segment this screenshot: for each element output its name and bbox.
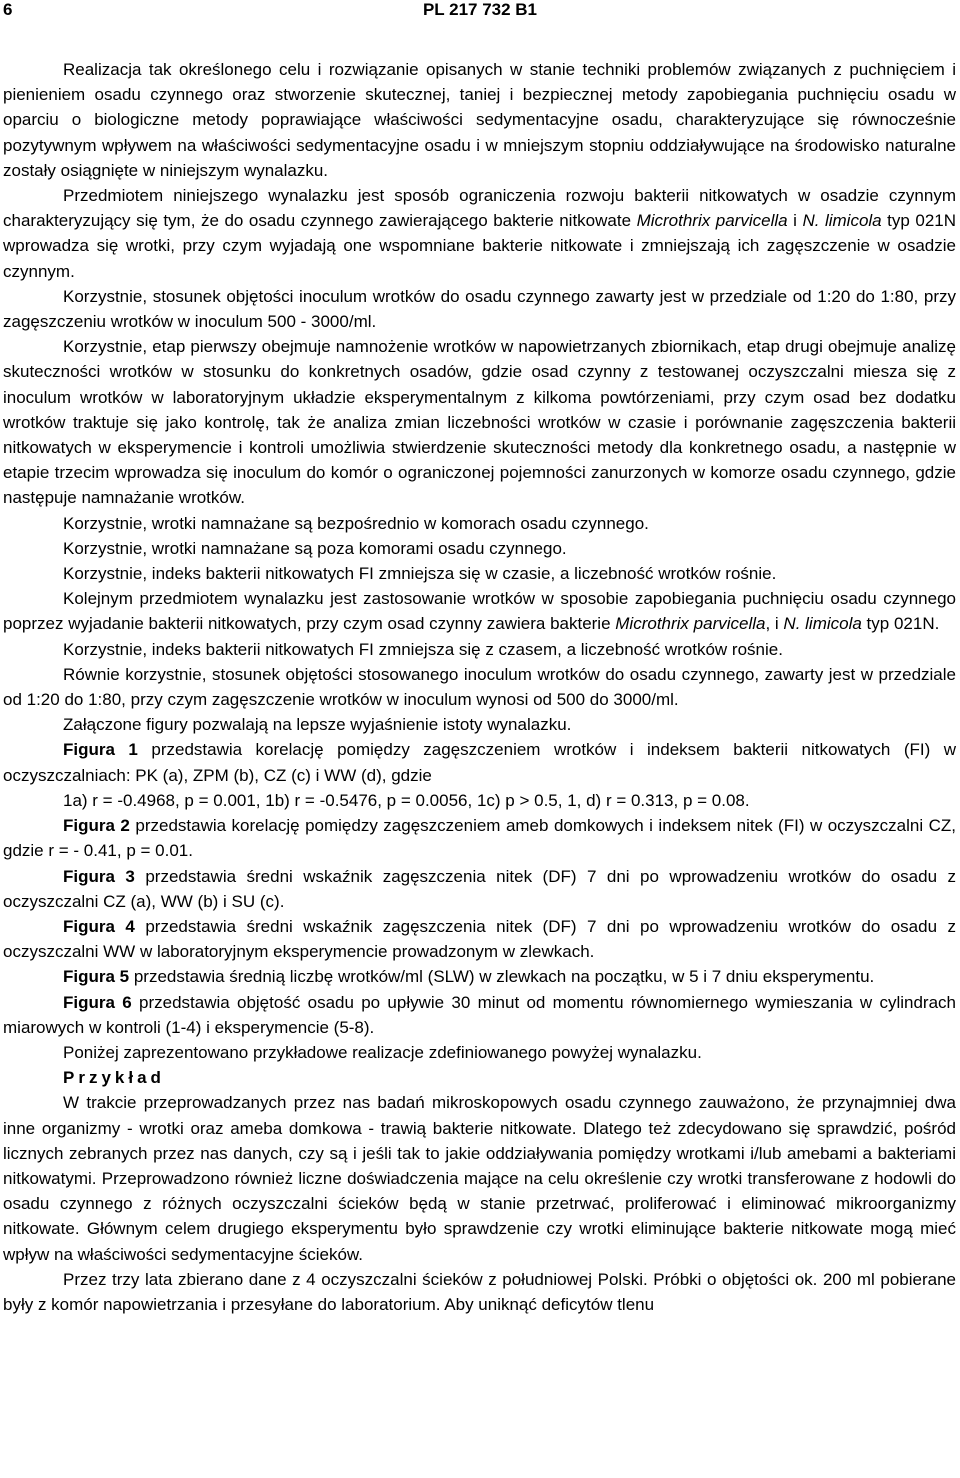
paragraph-text: typ 021N wprowadza się wrotki, przy czym wyjadają one wspomniane bakterie nitkowate i zmniejszają ich zagęszczenie w osadzie czynnym.	[3, 211, 957, 281]
paragraph-text: 1a) r = -0.4968, p = 0.001, 1b) r = -0.5476, p = 0.0056, 1c) p > 0.5, 1, d) r = 0.313, p = 0.08.	[63, 790, 750, 810]
species-name: Microthrix parvicella	[615, 614, 766, 634]
page-number: 6	[3, 0, 13, 19]
paragraph-text: przedstawia średni wskaźnik zagęszczenia nitek (DF) 7 dni po wprowadzeniu wrotków do osadu z oczyszczalni WW w laboratoryjnym eksperymencie prowadzonym w zlewkach.	[3, 916, 957, 962]
figure-description	[3, 813, 956, 863]
figure-label: Figura 5	[63, 967, 130, 987]
paragraph-text: Poniżej zaprezentowano przykładowe realizacje zdefiniowanego powyżej wynalazku.	[63, 1042, 702, 1062]
paragraph-text: Korzystnie, etap pierwszy obejmuje namnożenie wrotków w napowietrzanych zbiornikach, etap drugi obejmuje analizę skuteczności wrotków w stosunku do konkretnych osadów, gdzie osad czynny z testowanej oczyszczalni miesza się z inoculum wrotków w laboratoryjnym układzie eksperymentalnym z kilkoma powtórzeniami, przy czym osad bez dodatku wrotków traktuje się jako kontrolę, tak że analiza zmian liczebności wrotków w czasie i porównanie zagęszczenia bakterii nitkowatych w eksperymencie i kontroli umożliwia stwierdzenie skuteczności metody dla konkretnego osadu, a następnie w etapie trzecim wprowadza się inoculum do komór o ograniczonej pojemności zanurzonych w komorze osadu czynnego, gdzie następuje namnażanie wrotków.	[3, 337, 956, 508]
page-header	[0, 0, 960, 22]
paragraph-text: Załączone figury pozwalają na lepsze wyjaśnienie istoty wynalazku.	[63, 715, 572, 735]
paragraph	[3, 1090, 956, 1266]
paragraph-text: Korzystnie, wrotki namnażane są poza komorami osadu czynnego.	[63, 538, 567, 558]
paragraph	[3, 561, 956, 586]
paragraph-text: Przedmiotem niniejszego wynalazku jest sposób ograniczenia rozwoju bakterii nitkowatych w osadzie czynnym charakteryzujący się tym, że do osadu czynnego zawierającego bakterie nitkowate	[3, 186, 956, 231]
paragraph-text: Korzystnie, wrotki namnażane są bezpośrednio w komorach osadu czynnego.	[63, 513, 649, 533]
paragraph-text: przedstawia korelację pomiędzy zagęszczeniem wrotków i indeksem bakterii nitkowatych (FI) w oczyszczalniach: PK (a), ZPM (b), CZ (c) i WW (d), gdzie	[3, 740, 957, 785]
species-name: N. limicola	[802, 211, 882, 231]
paragraph	[3, 1040, 956, 1065]
figure-description	[3, 737, 956, 787]
patent-number: PL 217 732 B1	[422, 0, 538, 19]
paragraph-text: przedstawia średni wskaźnik zagęszczenia nitek (DF) 7 dni po wprowadzeniu wrotków do osadu z oczyszczalni CZ (a), WW (b) i SU (c).	[3, 866, 957, 911]
paragraph-text: Korzystnie, stosunek objętości inoculum wrotków do osadu czynnego zawarty jest w przedziale od 1:20 do 1:80, przy zagęszczeniu wrotków w inoculum 500 - 3000/ml.	[3, 286, 956, 332]
paragraph	[3, 57, 956, 183]
species-name: Microthrix parvicella	[636, 211, 788, 231]
figure-label: Figura 6	[63, 992, 132, 1012]
paragraph	[3, 511, 956, 536]
example-heading: Przykład	[63, 1068, 165, 1088]
paragraph-text: Przez trzy lata zbierano dane z 4 oczyszczalni ścieków z południowej Polski. Próbki o objętości ok. 200 ml pobierane były z komór napowietrzania i przesyłane do laboratorium. Aby uniknąć deficytów tlenu	[3, 1269, 956, 1314]
paragraph-text: przedstawia średnią liczbę wrotków/ml (SLW) w zlewkach na początku, w 5 i 7 dniu eksperymentu.	[129, 967, 875, 987]
paragraph	[3, 1267, 956, 1317]
paragraph	[3, 183, 956, 284]
figure-description	[3, 914, 956, 964]
figure-label: Figura 3	[63, 866, 135, 886]
paragraph	[3, 536, 956, 561]
paragraph-text: , i	[765, 614, 784, 634]
paragraph	[3, 586, 956, 636]
species-name: N. limicola	[783, 614, 862, 634]
paragraph-text: W trakcie przeprowadzanych przez nas badań mikroskopowych osadu czynnego zauważono, że przynajmniej dwa inne organizmy - wrotki oraz ameba domkowa - trawią bakterie nitkowate. Dlatego też zdecydowano się sprawdzić, pośród licznych zebranych przez nas danych, czy są i jeśli tak to jakie oddziaływania pomiędzy wrotkami i/lub amebami a bakteriami nitkowatymi. Przeprowadzono również liczne doświadczenia mające na celu określenie czy wrotki transferowane z hodowli do osadu czynnego z różnych oczyszczalni ścieków będą w stanie przetrwać, proliferować i eliminować mikroorganizmy nitkowate. Głównym celem drugiego eksperymentu było sprawdzenie czy wrotki eliminujące bakterie nitkowate mogą mieć wpływ na właściwości sedymentacyjne ścieków.	[3, 1093, 956, 1264]
document-body	[3, 57, 956, 1317]
paragraph-text: Realizacja tak określonego celu i rozwiązanie opisanych w stanie techniki problemów związanych z puchnięciem i pienieniem osadu czynnego oraz stworzenie skutecznej, taniej i bezpiecznej metody zapobiegania puchnięciu osadu w oparciu o biologiczne metody poprawiające właściwości sedymentacyjne osadu, charakteryzujące się równocześnie pozytywnym wpływem na właściwości sedymentacyjne osadu i w mniejszym stopniu oddziaływujące na środowisko naturalne zostały osiągnięte w niniejszym wynalazku.	[3, 60, 956, 180]
paragraph	[3, 712, 956, 737]
paragraph-text: Kolejnym przedmiotem wynalazku jest zastosowanie wrotków w sposobie zapobiegania puchnięciu osadu czynnego poprzez wyjadanie bakterii nitkowatych, przy czym osad czynny zawiera bakterie	[3, 589, 956, 634]
paragraph-text: przedstawia korelację pomiędzy zagęszczeniem ameb domkowych i indeksem nitek (FI) w oczyszczalni CZ, gdzie r = - 0.41, p = 0.01.	[3, 816, 956, 861]
paragraph-text: Korzystnie, indeks bakterii nitkowatych FI zmniejsza się w czasie, a liczebność wrotków rośnie.	[63, 564, 777, 584]
paragraph-text: Korzystnie, indeks bakterii nitkowatych FI zmniejsza się z czasem, a liczebność wrotków rośnie.	[63, 639, 783, 659]
figure-label: Figura 1	[63, 740, 138, 760]
paragraph-text: przedstawia objętość osadu po upływie 30 minut od momentu równomiernego wymieszania w cylindrach miarowych w kontroli (1-4) i eksperymencie (5-8).	[3, 992, 957, 1037]
figure-description	[3, 990, 956, 1040]
figure-label: Figura 4	[63, 916, 135, 936]
paragraph	[3, 662, 956, 712]
paragraph	[3, 637, 956, 662]
paragraph-text: i	[787, 211, 803, 231]
paragraph-text: Równie korzystnie, stosunek objętości stosowanego inoculum wrotków do osadu czynnego, zawarty jest w przedziale od 1:20 do 1:80, przy czym zagęszczenie wrotków w inoculum wynosi od 500 do 3000/ml.	[3, 664, 956, 710]
paragraph-text: typ 021N.	[861, 614, 940, 634]
paragraph	[3, 284, 956, 334]
figure-description	[3, 864, 956, 914]
figure-description	[3, 964, 956, 989]
figure-label: Figura 2	[63, 816, 130, 836]
paragraph	[3, 334, 956, 510]
figure-formula	[3, 788, 956, 813]
